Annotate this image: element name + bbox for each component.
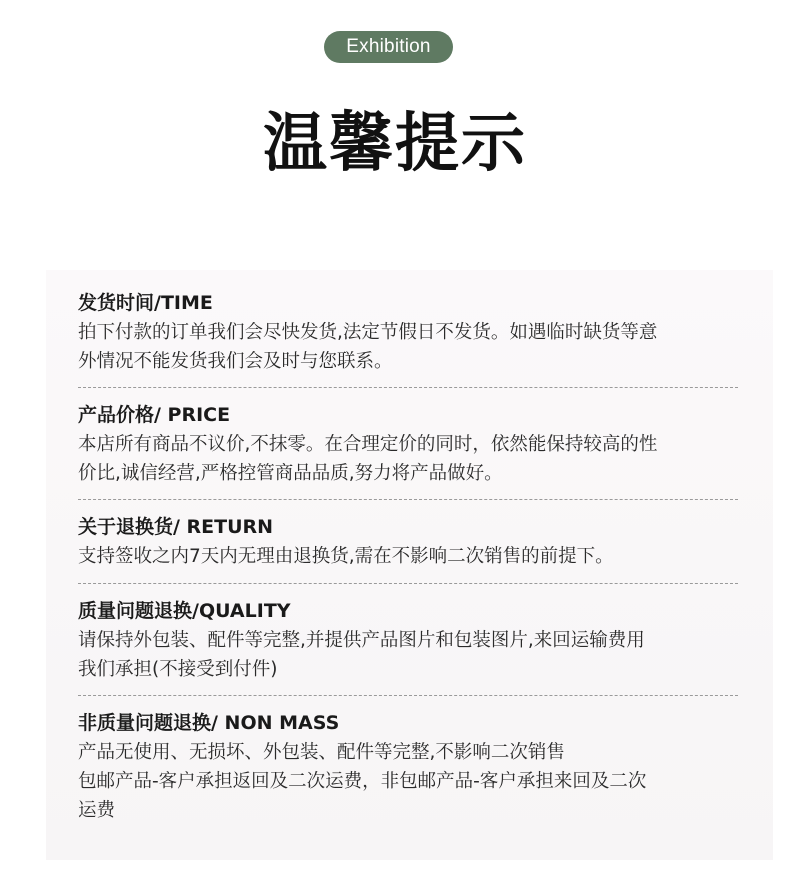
section-text-line: 包邮产品-客户承担返回及二次运费，非包邮产品-客户承担来回及二次	[78, 771, 647, 792]
section-title: 发货时间/TIME	[78, 292, 213, 314]
section-text-line: 本店所有商品不议价,不抹零。在合理定价的同时，依然能保持较高的性	[78, 434, 658, 455]
section-text-line: 请保持外包装、配件等完整,并提供产品图片和包装图片,来回运输费用	[78, 630, 645, 651]
section-title: 产品价格/ PRICE	[78, 404, 231, 426]
section-text-line: 外情况不能发货我们会及时与您联系。	[78, 351, 393, 372]
exhibition-badge: Exhibition	[324, 31, 453, 63]
section-shipping-time	[78, 289, 748, 376]
dashed-divider	[78, 695, 738, 696]
dashed-divider	[78, 387, 738, 388]
section-non-quality	[78, 709, 748, 825]
section-quality	[78, 597, 748, 684]
section-title: 非质量问题退换/ NON MASS	[78, 712, 340, 734]
section-return	[78, 513, 748, 571]
page-title: 温馨提示	[263, 107, 527, 181]
section-title: 关于退换货/ RETURN	[78, 516, 274, 538]
section-text-line: 支持签收之内7天内无理由退换货,需在不影响二次销售的前提下。	[78, 546, 614, 567]
section-title: 质量问题退换/QUALITY	[78, 600, 291, 622]
section-text-line: 价比,诚信经营,严格控管商品品质,努力将产品做好。	[78, 463, 503, 484]
section-text-line: 产品无使用、无损坏、外包装、配件等完整,不影响二次销售	[78, 742, 565, 763]
dashed-divider	[78, 583, 738, 584]
section-text-line: 运费	[78, 800, 116, 821]
section-price	[78, 401, 748, 488]
section-text-line: 拍下付款的订单我们会尽快发货,法定节假日不发货。如遇临时缺货等意	[78, 322, 658, 343]
dashed-divider	[78, 499, 738, 500]
section-text-line: 我们承担(不接受到付件)	[78, 659, 278, 680]
